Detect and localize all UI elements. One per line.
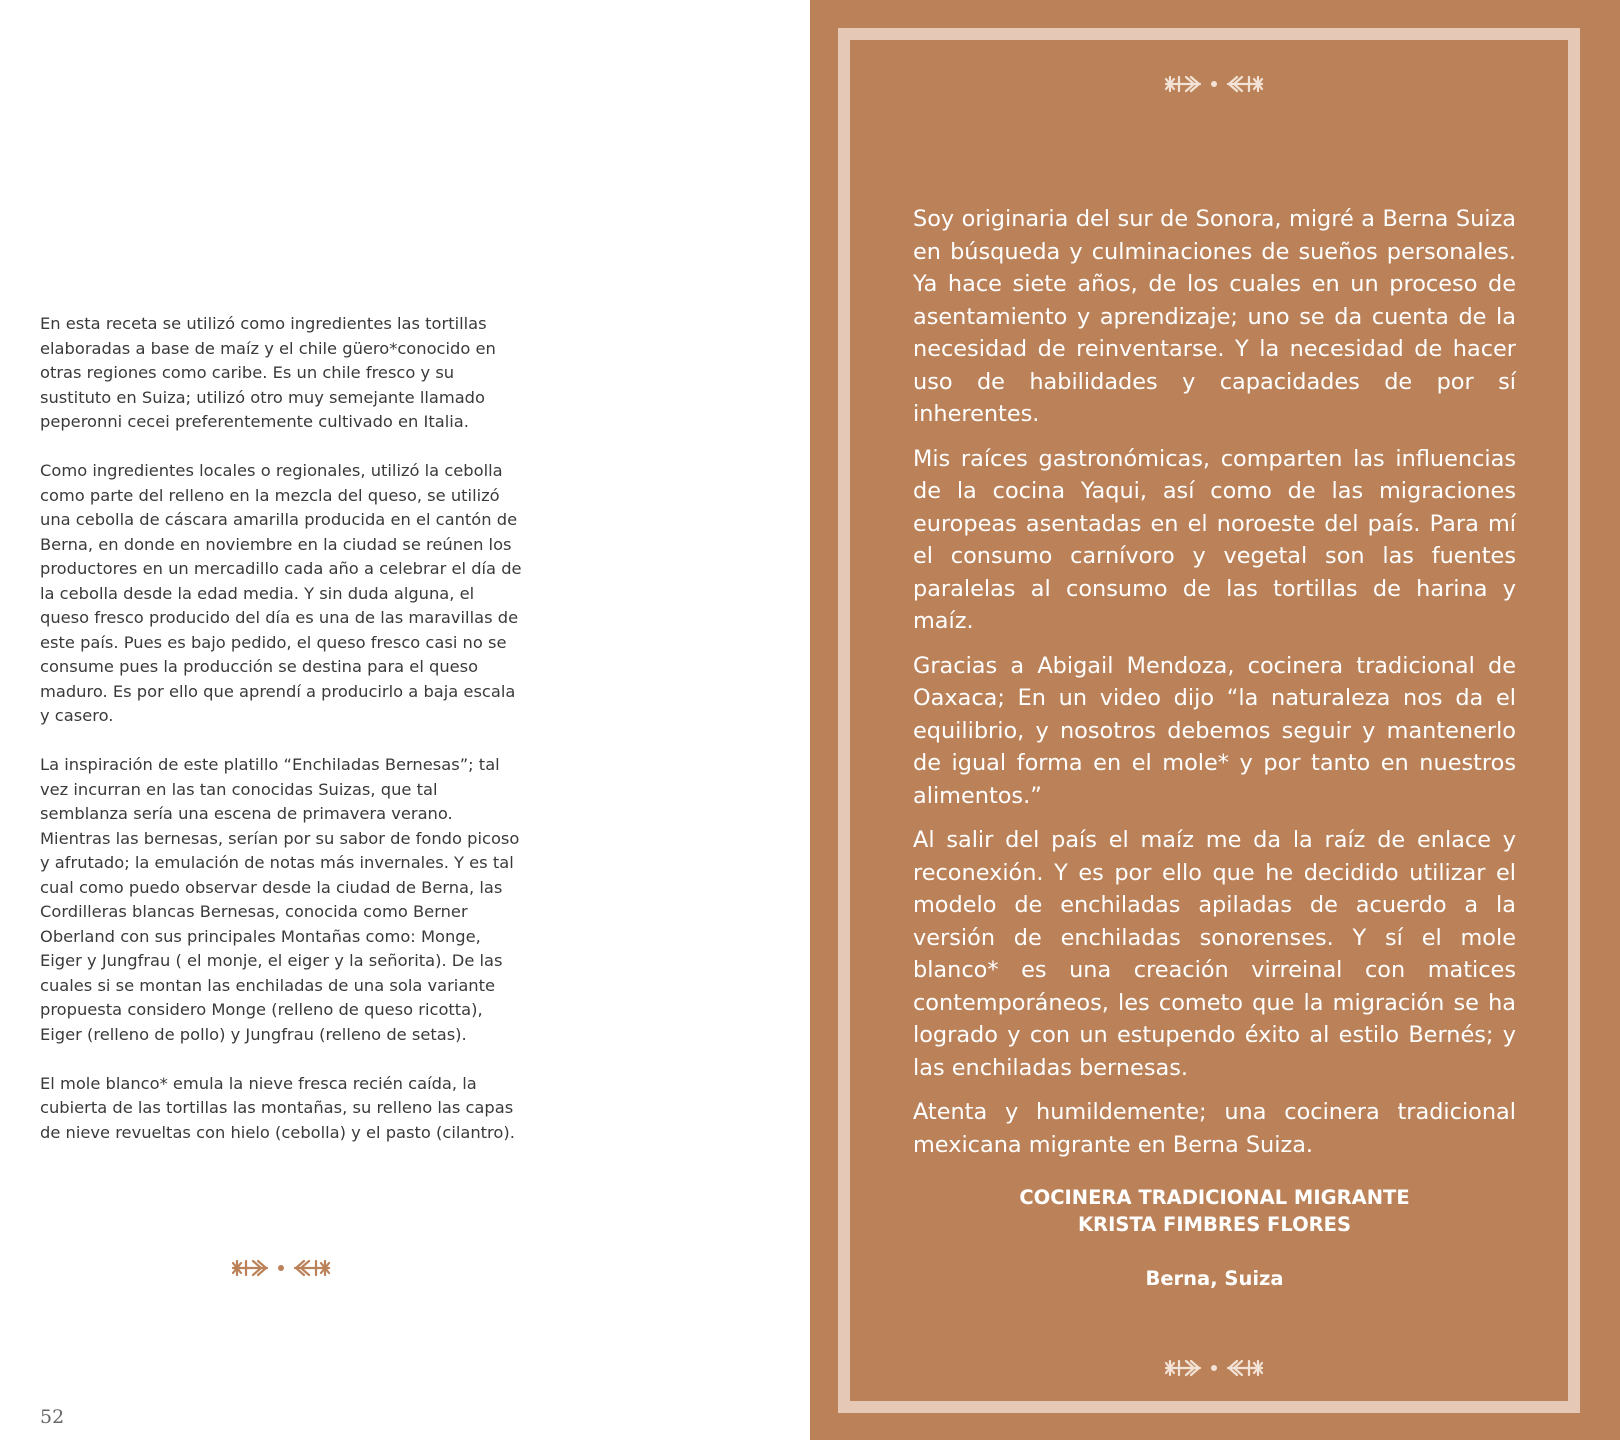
ornament-divider-icon: [231, 1256, 331, 1280]
right-paragraph-5: Atenta y humildemente; una cocinera tradicional mexicana migrante en Berna Suiza.: [913, 1099, 1516, 1158]
signature-role: COCINERA TRADICIONAL MIGRANTE: [1019, 1186, 1410, 1209]
left-body-text: [40, 312, 522, 1170]
right-paragraph-2: Mis raíces gastronómicas, comparten las influencias de la cocina Yaqui, así como de las migraciones europeas asentadas en el noroeste del país. Para mí el consumo carnívoro y vegetal son las fuentes paralelas al consumo de las tortillas de harina y maíz.: [913, 445, 1516, 634]
left-paragraph-1: En esta receta se utilizó como ingredientes las tortillas elaboradas a base de maíz y el chile güero*conocido en otras regiones como caribe. Es un chile fresco y su sustituto en Suiza; utilizó otro muy semejante llamado peperonni cecei preferentemente cultivado en Italia.: [40, 314, 496, 431]
right-paragraph-3: Gracias a Abigail Mendoza, cocinera tradicional de Oaxaca; En un video dijo “la naturaleza nos da el equilibrio, y nosotros debemos seguir y mantenerlo de igual forma en el mole* y por tanto en nuestros alimentos.”: [913, 652, 1516, 809]
left-paragraph-4: El mole blanco* emula la nieve fresca recién caída, la cubierta de las tortillas las montañas, su relleno las capas de nieve revueltas con hielo (cebolla) y el pasto (cilantro).: [40, 1073, 515, 1142]
right-paragraph-4: Al salir del país el maíz me da la raíz de enlace y reconexión. Y es por ello que he decidido utilizar el modelo de enchiladas apiladas de acuerdo a la versión de enchiladas sonorenses. Y sí el mole blanco* es una creación virreinal con matices contemporáneos, les cometo que la migración se ha logrado y con un estupendo éxito al estilo Bernés; y las enchiladas bernesas.: [913, 827, 1516, 1081]
left-paragraph-3: La inspiración de este platillo “Enchiladas Bernesas”; tal vez incurran en las tan conocidas Suizas, que tal semblanza sería una escena de primavera verano. Mientras las bernesas, serían por su sabor de fondo picoso y afrutado; la emulación de notas más invernales. Y es tal cual como puedo observar desde la ciudad de Berna, las Cordilleras blancas Bernesas, conocida como Berner Oberland con sus principales Montañas como: Monge, Eiger y Jungfrau ( el monje, el eiger y la señorita). De las cuales si se montan las enchiladas de una sola variante propuesta considero Monge (relleno de queso ricotta), Eiger (relleno de pollo) y Jungfrau (relleno de setas).: [40, 755, 520, 1044]
page-number: 52: [40, 1406, 65, 1428]
ornament-bottom-icon: [1164, 1356, 1264, 1380]
left-paragraph-2: Como ingredientes locales o regionales, utilizó la cebolla como parte del relleno en la mezcla del queso, se utilizó una cebolla de cáscara amarilla producida en el cantón de Berna, en donde en noviembre en la ciudad se reúnen los productores en un mercadillo cada año a celebrar el día de la cebolla desde la edad media. Y sin duda alguna, el queso fresco producido del día es una de las maravillas de este país. Pues es bajo pedido, el queso fresco casi no se consume pues la producción se destina para el queso maduro. Es por ello que aprendí a producirlo a baja escala y casero.: [40, 461, 522, 725]
right-page: [810, 0, 1620, 1440]
right-body-text: [913, 203, 1516, 1173]
right-paragraph-1: Soy originaria del sur de Sonora, migré a Berna Suiza en búsqueda y culminaciones de sueños personales. Ya hace siete años, de los cuales en un proceso de asentamiento y aprendizaje; uno se da cuenta de la necesidad de reinventarse. Y la necesidad de hacer uso de habilidades y capacidades de por sí inherentes.: [913, 206, 1516, 427]
signature-place: Berna, Suiza: [1145, 1267, 1284, 1290]
signature-name: KRISTA FIMBRES FLORES: [1077, 1213, 1352, 1236]
ornament-top-icon: [1164, 72, 1264, 96]
